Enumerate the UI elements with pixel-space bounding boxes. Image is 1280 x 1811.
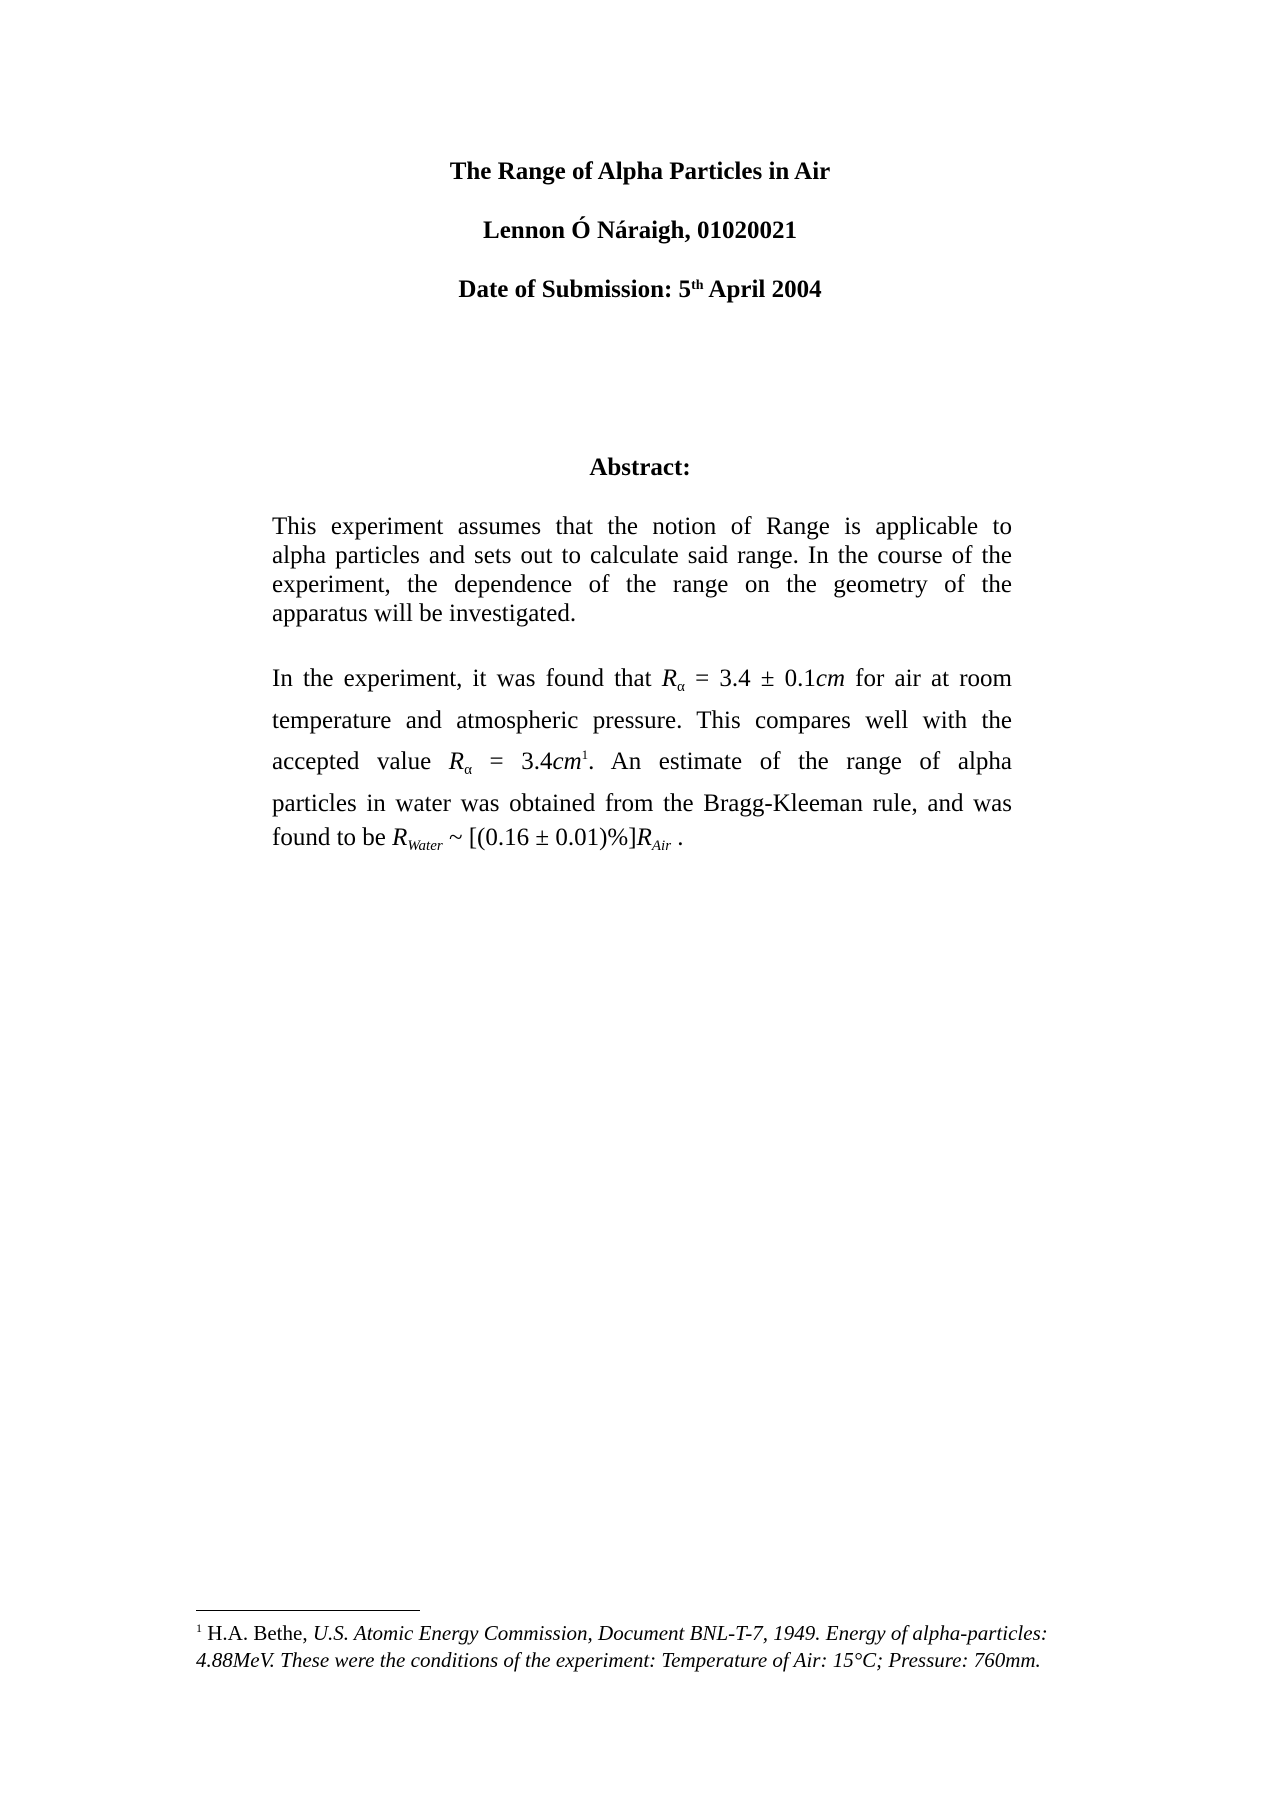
footnote-text: H.A. Bethe, [202, 1621, 313, 1645]
abstract-heading: Abstract: [589, 454, 691, 481]
text-run: . [671, 824, 684, 851]
date-ordinal-suffix: th [691, 278, 704, 293]
math-value: = 3.4 ± 0.1 [684, 665, 816, 692]
math-symbol-R: R [636, 824, 652, 851]
paper-title: The Range of Alpha Particles in Air [449, 158, 831, 185]
math-subscript-alpha: α [677, 679, 685, 695]
water-range-equation [392, 824, 672, 854]
math-symbol-R: R [448, 748, 465, 775]
math-expression: [(0.16 ± 0.01)%] [468, 824, 637, 851]
paragraph-line: alpha particles and sets out to calculate said range. In the course of the [272, 542, 1012, 569]
paragraph-line: apparatus will be investigated. [272, 600, 577, 627]
math-operator: ~ [442, 824, 469, 851]
text-run: found to be [272, 824, 393, 851]
footnote-citation: U.S. Atomic Energy Commission, Document BNL-T-7, 1949. Energy of alpha-particles: [312, 1621, 1048, 1645]
math-symbol-R: R [661, 665, 678, 692]
paragraph-line: experiment, the dependence of the range on the geometry of the [272, 571, 1012, 598]
submission-date [0, 275, 1280, 305]
date-rest: April 2004 [703, 276, 822, 303]
math-subscript-air: Air [651, 838, 672, 854]
math-symbol-R: R [392, 824, 408, 851]
math-unit: cm [552, 748, 582, 775]
paragraph-line [272, 662, 1012, 704]
date-prefix: Date of Submission: 5 [458, 276, 692, 303]
footnote-conditions: 4.88MeV. These were the conditions of the experiment: Temperature of Air: 15°C; Pressure: 760mm. [196, 1648, 1041, 1672]
text-run: . An estimate of the range of alpha [588, 748, 1012, 775]
footnote [196, 1615, 1096, 1674]
paragraph-line: particles in water was obtained from the Bragg-Kleeman rule, and was [272, 790, 1012, 817]
text-run: In the experiment, it was found that [272, 665, 662, 692]
abstract-paragraph-2 [272, 662, 1012, 863]
paragraph-line: This experiment assumes that the notion of Range is applicable to [272, 513, 1012, 540]
text-run: for air at room [845, 665, 1012, 692]
math-subscript-water: Water [407, 838, 443, 854]
footnote-mark: 1 [196, 1621, 202, 1635]
footnote-line-2 [196, 1647, 1096, 1674]
footnote-separator [196, 1610, 420, 1611]
footnote-reference: 1 [581, 747, 589, 762]
range-result-equation [661, 665, 846, 695]
math-value: = 3.4 [471, 748, 553, 775]
author-line: Lennon Ó Náraigh, 01020021 [483, 217, 797, 244]
footnote-line-1 [196, 1615, 1096, 1647]
math-subscript-alpha: α [464, 762, 472, 778]
abstract-paragraph-1 [272, 512, 1012, 628]
math-unit: cm [815, 665, 846, 692]
accepted-value-equation [448, 747, 589, 778]
text-run: accepted value [272, 748, 449, 775]
paragraph-line: temperature and atmospheric pressure. This compares well with the [272, 707, 1012, 734]
paragraph-line [272, 821, 1012, 863]
paragraph-line [272, 738, 1012, 787]
